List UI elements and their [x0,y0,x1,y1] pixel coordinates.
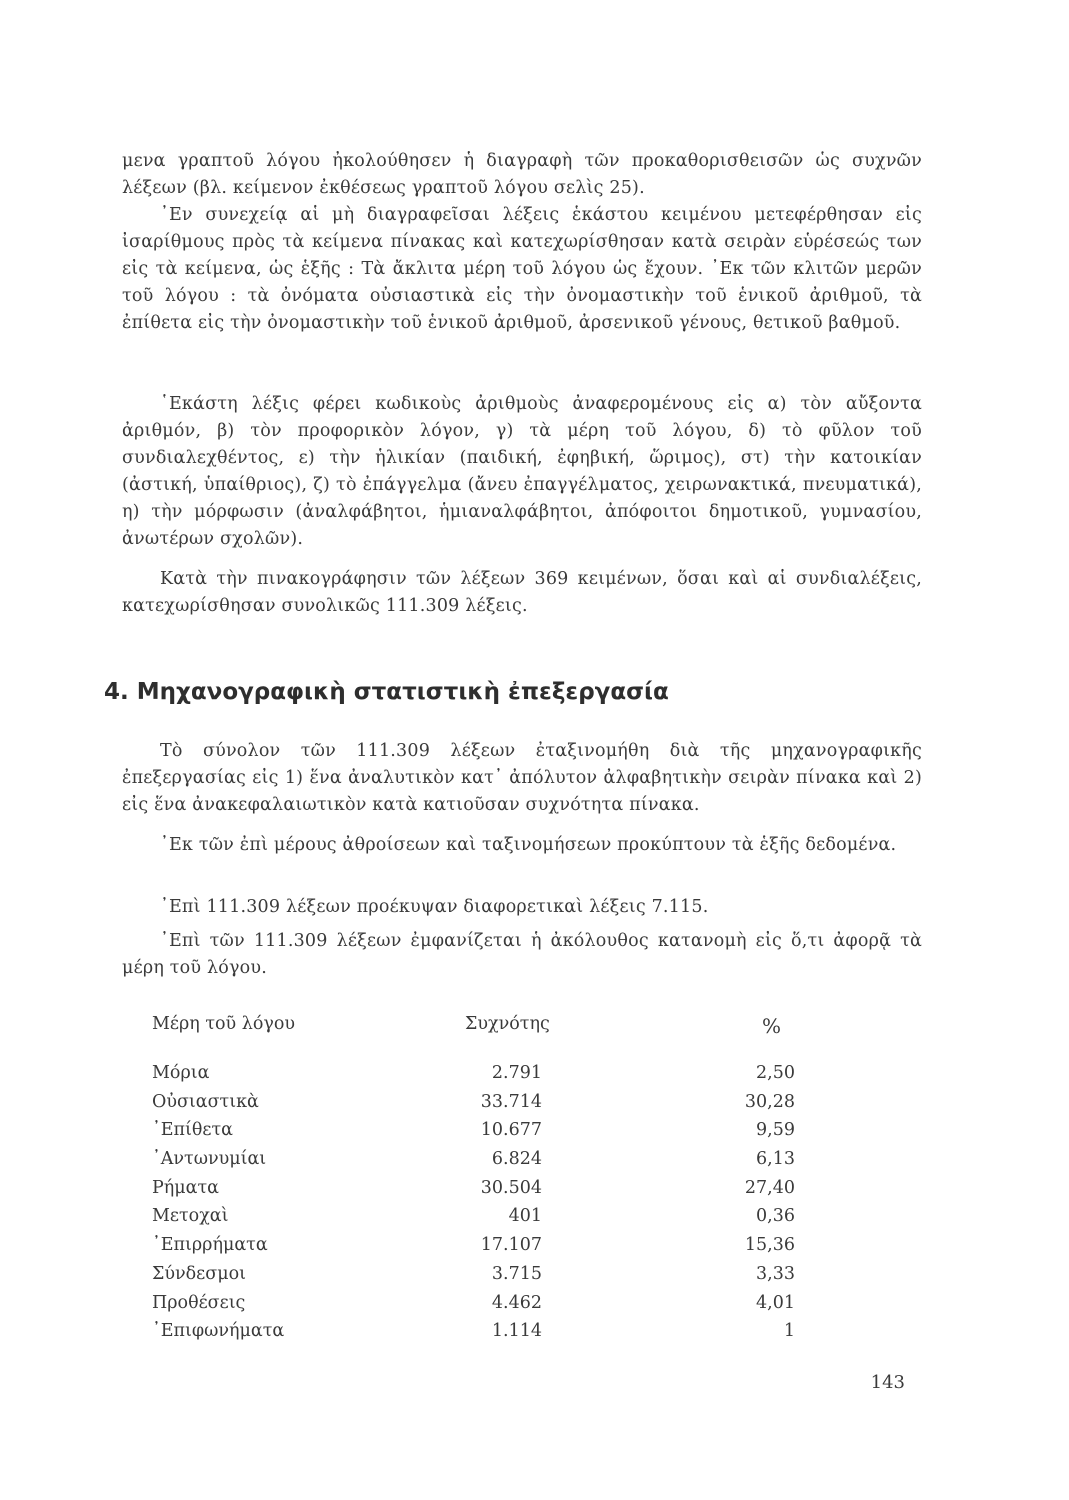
row-percent: 6,13 [756,1149,795,1170]
table-row [0,1293,1069,1322]
row-label: Μόρια [152,1063,210,1083]
table-row [0,1178,1069,1207]
table-header [0,1014,1069,1044]
row-label: Μετοχαὶ [152,1206,229,1227]
paragraph-continuation: μενα γραπτοῦ λόγου ἠκολούθησεν ἡ διαγραφὴ τῶν προκαθορισθεισῶν ὡς συχνῶν λέξεων (βλ. κείμενον ἐκθέσεως γραπτοῦ λόγου σελὶς 25). [122,151,922,198]
parts-of-speech-table [0,1063,1069,1350]
table-row [0,1120,1069,1149]
row-percent: 15,36 [744,1235,795,1256]
paragraph-codes: ῾Εκάστη λέξις φέρει κωδικοὺς ἀριθμοὺς ἀναφερομένους εἰς α) τὸν αὔξοντα ἀριθμόν, β) τὸν προφορικὸν λόγον, γ) τὰ μέρη τοῦ λόγου, δ) τὸ φῦλον τοῦ συνδιαλεχθέντος, ε) τὴν ἡλικίαν (παιδική, ἐφηβική, ὥριμος), στ) τὴν κατοικίαν (ἀστική, ὑπαίθριος), ζ) τὸ ἐπάγγελμα (ἄνευ ἐπαγγέλματος, χειρωνακτικά, πνευματικά), η) τὴν μόρφωσιν (ἀναλφάβητοι, ἡμιαναλφάβητοι, ἀπόφοιτοι δημοτικοῦ, γυμνασίου, ἀνωτέρων σχολῶν). [122,394,922,549]
row-label: ᾿Επίθετα [152,1120,233,1141]
row-frequency: 3.715 [491,1263,542,1284]
row-frequency: 401 [508,1206,542,1227]
table-row [0,1149,1069,1178]
row-frequency: 1.114 [491,1321,542,1342]
paragraph-data-intro: ᾿Εκ τῶν ἐπὶ μέρους ἀθροίσεων καὶ ταξινομήσεων προκύπτουν τὰ ἑξῆς δεδομένα. [160,835,897,855]
row-percent: 30,28 [744,1091,795,1112]
header-parts-of-speech: Μέρη τοῦ λόγου [152,1014,295,1034]
paragraph-transfer: ᾿Εν συνεχείᾳ αἱ μὴ διαγραφεῖσαι λέξεις ἑκάστου κειμένου μετεφέρθησαν εἰς ἰσαρίθμους πρὸς τὰ κείμενα πίνακας καὶ κατεχωρίσθησαν κατὰ σειρὰν εὑρέσεώς των εἰς τὰ κείμενα, ὡς ἑξῆς : Τὰ ἄκλιτα μέρη τοῦ λόγου ὡς ἔχουν. ᾿Εκ τῶν κλιτῶν μερῶν τοῦ λόγου : τὰ ὀνόματα οὐσιαστικὰ εἰς τὴν ὀνομαστικὴν τοῦ ἑνικοῦ ἀριθμοῦ, τὰ ἐπίθετα εἰς τὴν ὀνομαστικὴν τοῦ ἑνικοῦ ἀριθμοῦ, ἀρσενικοῦ γένους, θετικοῦ βαθμοῦ. [122,205,922,333]
table-row [0,1063,1069,1092]
row-percent: 4,01 [756,1292,795,1313]
table-row [0,1321,1069,1350]
row-frequency: 30.504 [480,1177,542,1198]
paragraph-classification: Τὸ σύνολον τῶν 111.309 λέξεων ἐταξινομήθη διὰ τῆς μηχανογραφικῆς ἐπεξεργασίας εἰς 1) ἕνα ἀναλυτικὸν κατ᾿ ἀπόλυτον ἀλφαβητικὴν σειρὰν πίνακα καὶ 2) εἰς ἕνα ἀνακεφαλαιωτικὸν κατὰ κατιοῦσαν συχνότητα πίνακα. [122,741,922,815]
header-percent: % [762,1014,782,1038]
table-row [0,1206,1069,1235]
row-percent: 0,36 [756,1206,795,1227]
paragraph-total: Κατὰ τὴν πινακογράφησιν τῶν λέξεων 369 κειμένων, ὅσαι καὶ αἱ συνδιαλέξεις, κατεχωρίσθησαν συνολικῶς 111.309 λέξεις. [122,569,922,616]
row-frequency: 6.824 [491,1149,542,1170]
row-percent: 1 [783,1321,795,1342]
row-label: Σύνδεσμοι [152,1263,246,1284]
row-label: ᾿Επιρρήματα [152,1235,268,1256]
row-frequency: 4.462 [491,1292,542,1313]
row-label: ᾿Επιφωνήματα [152,1321,285,1342]
row-frequency: 10.677 [480,1120,542,1141]
paragraph-distinct-words: ᾿Επὶ 111.309 λέξεων προέκυψαν διαφορετικαὶ λέξεις 7.115. [160,897,709,917]
table-row [0,1092,1069,1121]
row-label: ᾿Αντωνυμίαι [152,1149,267,1170]
row-frequency: 33.714 [480,1091,542,1112]
row-label: Προθέσεις [152,1292,246,1313]
table-row [0,1235,1069,1264]
paragraph-distribution: ᾿Επὶ τῶν 111.309 λέξεων ἐμφανίζεται ἡ ἀκόλουθος κατανομὴ εἰς ὅ,τι ἀφορᾷ τὰ μέρη τοῦ λόγου. [122,931,922,978]
row-label: Ρήματα [152,1177,219,1198]
table-row [0,1264,1069,1293]
page-number: 143 [870,1372,905,1393]
row-percent: 2,50 [756,1063,795,1083]
row-frequency: 2.791 [491,1063,542,1083]
row-percent: 27,40 [744,1177,795,1198]
row-percent: 3,33 [756,1263,795,1284]
section-heading: 4. Μηχανογραφικὴ στατιστικὴ ἐπεξεργασία [104,679,669,705]
row-frequency: 17.107 [480,1235,542,1256]
row-percent: 9,59 [756,1120,795,1141]
row-label: Οὐσιαστικὰ [152,1091,259,1112]
header-frequency: Συχνότης [465,1014,550,1034]
